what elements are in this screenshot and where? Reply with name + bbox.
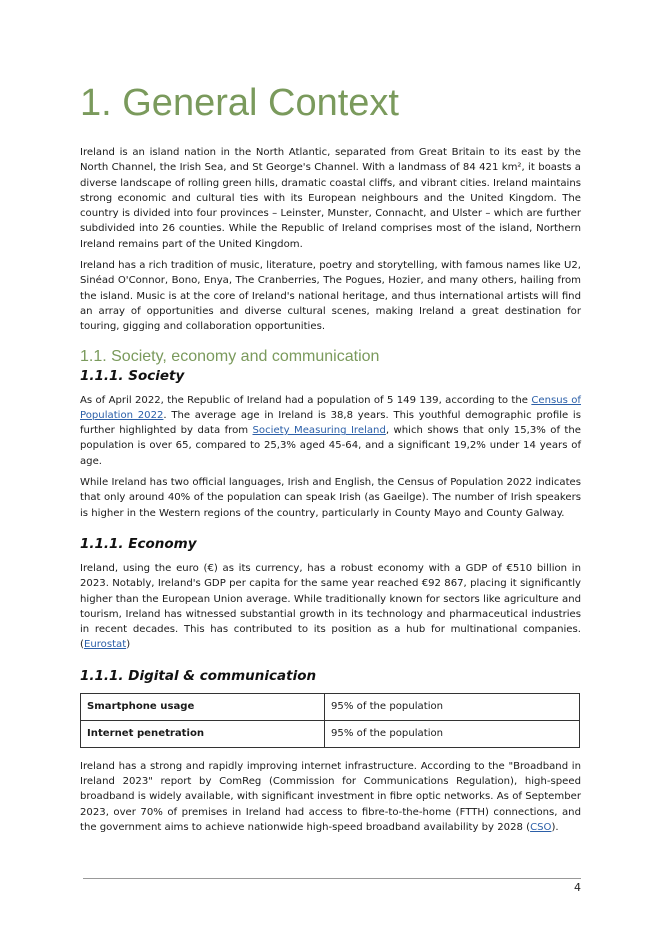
- table-cell-label: Smartphone usage: [81, 693, 325, 720]
- page-content: [80, 82, 581, 841]
- table-cell-label: Internet penetration: [81, 720, 325, 747]
- intro-paragraph-2: Ireland has a rich tradition of music, literature, poetry and storytelling, with famous names like U2, Sinéad O'Connor, Bono, Enya, The Cranberries, The Pogues, Hozier, and many others, hailing from the island. Music is at the core of Ireland's national heritage, and thus international artists will find an array of opportunities and diverse cultural scenes, making Ireland a great destination for touring, gigging and collaboration opportunities.: [80, 260, 581, 333]
- economy-text-b: ): [126, 639, 131, 651]
- section-heading: 1.1. Society, economy and communication: [80, 347, 380, 365]
- census-link[interactable]: Census of Population 2022: [80, 394, 581, 421]
- society-paragraph-2: While Ireland has two official languages, Irish and English, the Census of Population 2022 indicates that only around 40% of the population can speak Irish (as Gaeilge). The number of Irish speakers is higher in the Western regions of the country, particularly in County Mayo and County Galway.: [80, 477, 581, 519]
- footer-divider: [83, 878, 581, 879]
- eurostat-link[interactable]: Eurostat: [83, 639, 127, 651]
- digital-text-b: ).: [551, 821, 559, 833]
- page-number: 4: [574, 881, 581, 894]
- digital-paragraph: [80, 759, 581, 835]
- digital-heading: 1.1.1. Digital & communication: [80, 667, 317, 684]
- economy-text-a: Ireland, using the euro (€) as its currency, has a robust economy with a GDP of €510 billion in 2023. Notably, Ireland's GDP per capita for the same year reached €92 867, placing it significantly higher than the European Union average. While traditionally known for sectors like agriculture and tourism, Ireland has witnessed substantial growth in its technology and pharmaceutical industries in recent decades. This has contributed to its position as a hub for multinational companies. (: [80, 562, 581, 651]
- chapter-title: 1. General Context: [80, 82, 399, 124]
- digital-stats-table: [80, 693, 580, 748]
- society-paragraph-1: [80, 393, 581, 469]
- table-cell-value: 95% of the population: [325, 720, 580, 747]
- society-text-b: . The average age in Ireland is 38,8 years. This youthful demographic profile is further highlighted by data from: [80, 409, 581, 437]
- economy-paragraph: [80, 561, 581, 653]
- table-row: [81, 720, 580, 747]
- society-text-a: As of April 2022, the Republic of Ireland had a population of 5 149 139, according to the: [80, 394, 532, 406]
- intro-paragraph-1: Ireland is an island nation in the North Atlantic, separated from Great Britain to its east by the North Channel, the Irish Sea, and St George's Channel. With a landmass of 84 421 km², it boasts a diverse landscape of rolling green hills, dramatic coastal cliffs, and vibrant cities. Ireland maintains strong economic and cultural ties with its European neighbours and the United Kingdom. The country is divided into four provinces – Leinster, Munster, Connacht, and Ulster – which are further subdivided into 26 counties. While the Republic of Ireland comprises most of the island, Northern Ireland remains part of the United Kingdom.: [80, 147, 581, 250]
- digital-text-a: Ireland has a strong and rapidly improving internet infrastructure. According to the "Broadband in Ireland 2023" report by ComReg (Commission for Communications Regulation), high-speed broadband is widely available, with significant investment in fibre optic networks. As of September 2023, over 70% of premises in Ireland had access to fibre-to-the-home (FTTH) connections, and the government aims to achieve nationwide high-speed broadband availability by 2028 (: [80, 760, 581, 833]
- cso-link[interactable]: CSO: [530, 821, 552, 833]
- society-measuring-link[interactable]: Society Measuring Ireland: [252, 425, 386, 437]
- society-heading: 1.1.1. Society: [80, 367, 185, 384]
- society-text-c: , which shows that only 15,3% of the population is over 65, compared to 25,3% aged 45-64, and a significant 19,2% under 14 years of age.: [80, 425, 581, 467]
- economy-heading: 1.1.1. Economy: [80, 535, 197, 552]
- table-cell-value: 95% of the population: [325, 693, 580, 720]
- table-row: [81, 693, 580, 720]
